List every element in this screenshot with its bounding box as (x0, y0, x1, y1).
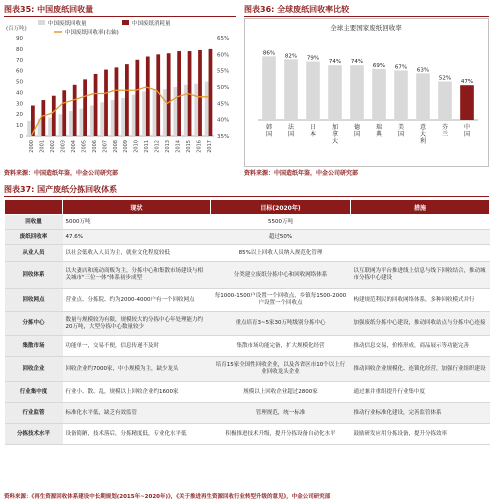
bar-recovered (79, 109, 83, 136)
y2-tick-label: 60% (217, 52, 230, 59)
bar-consumed (198, 50, 202, 136)
current-cell: 设备简陋，技术落后，分拣精度低，专业化水平低 (63, 424, 211, 445)
bar-recovery-rate (262, 56, 276, 120)
target-cell: 每1000-1500户设置一个回收点，乡镇每1500-2000户设置一个回收点 (211, 289, 351, 312)
x-tick-label: 芬 (441, 124, 449, 131)
bar-consumed (135, 60, 139, 136)
legend-swatch-consumed (122, 20, 129, 25)
bar-recovery-rate (328, 65, 342, 120)
current-cell: 以夫妻店和流动商贩为主，分拣中心和集散市场建设与相关城市"三位一体"体系初步成型 (63, 262, 211, 289)
x-tick-label: 2004 (71, 140, 77, 153)
table-row (5, 357, 490, 382)
x-tick-label: 国 (265, 131, 273, 138)
x-tick-label: 2017 (206, 140, 213, 153)
row-label: 分拣中心 (5, 312, 63, 336)
row-label: 分拣技术水平 (5, 424, 63, 445)
recycling-volume-chart (4, 18, 236, 168)
y-tick-label: 60 (16, 68, 23, 75)
bar-recovered (163, 89, 167, 136)
legend-swatch-recovered (38, 20, 45, 25)
target-cell: 分类建立废纸分拣中心和回收网络体系 (211, 262, 351, 289)
x-tick-label: 2012 (154, 140, 161, 153)
bar-recovered (100, 102, 104, 136)
table-row (5, 245, 490, 262)
current-cell: 行业小、散、乱，规模以上回收企业约1600家 (63, 382, 211, 403)
row-label: 回收量 (5, 215, 63, 230)
measure-cell: 通过兼并重组提升行业集中度 (351, 382, 490, 403)
y-tick-label: 40 (16, 90, 23, 97)
data-label: 79% (306, 55, 320, 62)
bar-recovered (90, 106, 94, 136)
bar-consumed (115, 67, 119, 136)
x-tick-label: 2014 (175, 140, 182, 153)
row-label: 行业监管 (5, 403, 63, 424)
legend-label-recovered: 中国废纸回收量 (48, 21, 87, 27)
bar-recovered (48, 117, 52, 136)
bar-recovered (184, 85, 188, 136)
measure-cell: 以互联网为平台推进线上信息与线下回收结合，推动城市分拣中心建设 (351, 262, 490, 289)
measure-cell: 推动行业标准化建设，完善监管体系 (351, 403, 490, 424)
bar-recovered (132, 95, 136, 136)
x-tick-label: 2009 (123, 140, 130, 153)
table-header-blank (5, 200, 63, 215)
current-cell: 功能单一，交易不便，信息传递不及时 (63, 336, 211, 357)
y2-tick-label: 35% (217, 134, 230, 140)
y-tick-label: 10 (16, 123, 23, 130)
y-axis-unit: (百万吨) (6, 26, 27, 32)
y-tick-label: 20 (16, 112, 23, 119)
bar-recovered (59, 114, 63, 136)
bar-consumed (52, 96, 56, 136)
target-cell: 管理规范，统一标准 (211, 403, 351, 424)
bar-recovered (173, 87, 177, 136)
table-header-row (5, 200, 490, 215)
table-header-measures: 措施 (351, 200, 490, 215)
current-cell: 5000万吨 (63, 215, 211, 230)
figure-36-source: 资料来源：中国造纸年鉴，中金公司研究部 (244, 170, 359, 177)
bar-recovery-rate (438, 82, 452, 120)
bar-recovery-rate (394, 70, 408, 120)
bar-consumed (167, 53, 171, 136)
recycling-system-table (4, 199, 490, 445)
figure-37-title: 图表37: 国产废纸分拣回收体系 (4, 184, 489, 197)
y-tick-label: 50 (16, 79, 23, 86)
chart-title: 全球主要国家废纸回收率 (330, 24, 402, 32)
current-cell: 标准化水平低，缺乏有效监管 (63, 403, 211, 424)
row-label: 废纸回收率 (5, 230, 63, 245)
figure-36-panel (244, 4, 489, 180)
x-tick-label: 法 (287, 124, 295, 131)
table-header-target: 目标(2020年) (211, 200, 351, 215)
bar-recovered (194, 84, 198, 136)
x-tick-label: 2007 (102, 140, 109, 153)
data-label: 69% (372, 62, 386, 69)
bar-consumed (209, 49, 213, 136)
target-cell: 重点培育3~5家30万吨级别分拣中心 (211, 312, 351, 336)
bar-recovery-rate (416, 73, 430, 120)
current-cell: 以社会低收入人员为主，就业文化程度较低 (63, 245, 211, 262)
x-tick-label: 2010 (133, 140, 140, 153)
x-tick-label: 兰 (441, 131, 449, 138)
measure-cell (351, 230, 490, 245)
measure-cell: 构建规范利民的回收网络体系，多种回收模式并行 (351, 289, 490, 312)
x-tick-label: 2000 (29, 140, 36, 153)
data-label: 86% (262, 50, 276, 57)
x-tick-label: 利 (419, 138, 427, 145)
current-cell: 数量与规模较为有限，规模较大的分拣中心年处理能力约20万吨，大型分拣中心数量较少 (63, 312, 211, 336)
x-tick-label: 加 (331, 124, 339, 131)
legend-label-rate: 中国废纸回收率(右轴) (65, 30, 119, 36)
figure-35-title: 图表35: 中国废纸回收量 (4, 4, 236, 17)
y-tick-label: 0 (19, 134, 23, 140)
bar-consumed (125, 64, 129, 136)
y2-tick-label: 40% (217, 117, 230, 124)
bar-consumed (156, 54, 160, 136)
target-cell: 85%以上回收人员纳入规范化管理 (211, 245, 351, 262)
bar-consumed (177, 51, 181, 136)
bar-consumed (83, 79, 87, 136)
line-recovery-rate (31, 87, 209, 136)
x-tick-label: 意 (419, 124, 427, 131)
bar-consumed (94, 74, 98, 136)
bar-consumed (146, 57, 150, 136)
row-label: 行业集中度 (5, 382, 63, 403)
bar-consumed (104, 70, 108, 136)
y2-tick-label: 65% (217, 36, 230, 42)
x-tick-label: 瑞 (375, 124, 383, 131)
table-row (5, 289, 490, 312)
bar-recovery-rate (372, 69, 386, 120)
figure-36-title: 图表36: 全球废纸回收率比较 (244, 4, 489, 17)
x-tick-label: 2002 (50, 140, 57, 153)
x-tick-label: 国 (397, 131, 405, 138)
target-cell: 培育15家全国性回收企业，以及各省区市10个以上行业回收龙头企业 (211, 357, 351, 382)
data-label: 47% (460, 79, 474, 86)
x-tick-label: 国 (287, 131, 295, 138)
data-label: 74% (350, 59, 364, 66)
chart-frame (245, 19, 489, 167)
target-cell: 超过50% (211, 230, 351, 245)
measure-cell (351, 215, 490, 230)
data-label: 52% (438, 75, 452, 82)
x-tick-label: 2008 (112, 140, 119, 153)
x-tick-label: 本 (309, 131, 317, 138)
bar-recovered (121, 98, 125, 136)
x-tick-label: 德 (353, 124, 361, 131)
x-tick-label: 2011 (144, 140, 151, 153)
x-tick-label: 大 (331, 138, 339, 145)
y-tick-label: 30 (16, 101, 23, 108)
x-tick-label: 拿 (331, 131, 339, 138)
table-row (5, 312, 490, 336)
data-label: 67% (394, 64, 408, 71)
x-tick-label: 典 (375, 131, 383, 138)
bar-recovered (27, 121, 31, 136)
data-label: 82% (284, 53, 298, 60)
x-tick-label: 2015 (185, 140, 192, 153)
data-label: 63% (416, 67, 430, 74)
table-row (5, 336, 490, 357)
x-tick-label: 韩 (265, 124, 273, 131)
measure-cell (351, 245, 490, 262)
bar-recovered (205, 82, 209, 136)
current-cell: 营业点、分拣院、约为2000-4000户有一个回收网点 (63, 289, 211, 312)
x-tick-label: 2003 (60, 140, 67, 153)
data-label: 74% (328, 59, 342, 66)
bar-recovered (111, 100, 115, 136)
bar-recovery-rate (460, 85, 474, 120)
target-cell: 5500万吨 (211, 215, 351, 230)
bar-recovery-rate (284, 59, 298, 120)
target-cell: 积极推进技术升级，提升分拣设备自动化水平 (211, 424, 351, 445)
measure-cell: 推动信息交易，价格形成，商品展示等功能完善 (351, 336, 490, 357)
x-tick-label: 大 (419, 131, 427, 138)
x-tick-label: 2001 (39, 140, 46, 153)
row-label: 回收企业 (5, 357, 63, 382)
current-cell: 47.6% (63, 230, 211, 245)
bar-consumed (41, 100, 45, 136)
figure-35-source: 资料来源：中国造纸年鉴，中金公司研究部 (4, 170, 119, 177)
y-tick-label: 70 (16, 57, 23, 64)
figure-37-source: 资料来源：《再生资源回收体系建设中长期规划(2015年~2020年)》，《关于推进再生资源回收行业转型升级的意见》，中金公司研究部 (4, 494, 331, 500)
measure-cell: 推动回收企业规模化、连锁化经营，加强行业组织建设 (351, 357, 490, 382)
x-tick-label: 美 (397, 124, 405, 131)
recovery-rate-comparison-chart (244, 18, 489, 168)
bar-recovered (69, 111, 73, 136)
bar-recovered (142, 91, 146, 136)
x-tick-label: 国 (353, 131, 361, 138)
x-tick-label: 日 (309, 124, 317, 131)
bar-consumed (62, 90, 66, 136)
x-tick-label: 2016 (196, 140, 203, 153)
table-row (5, 230, 490, 245)
x-tick-label: 2005 (81, 140, 88, 153)
figure-35-panel (4, 4, 236, 180)
y2-tick-label: 55% (217, 68, 230, 75)
target-cell: 规模以上回收企业超过2800家 (211, 382, 351, 403)
x-tick-label: 中 (463, 124, 471, 131)
table-row (5, 403, 490, 424)
x-tick-label: 2013 (165, 140, 171, 153)
table-row (5, 262, 490, 289)
row-label: 回收体系 (5, 262, 63, 289)
row-label: 从业人员 (5, 245, 63, 262)
bar-recovery-rate (306, 62, 320, 120)
measure-cell: 鼓励研发应用分拣设备，提升分拣效率 (351, 424, 490, 445)
x-tick-label: 2006 (91, 140, 98, 153)
bar-recovery-rate (350, 65, 364, 120)
table-row (5, 382, 490, 403)
table-row (5, 424, 490, 445)
bar-consumed (73, 85, 77, 136)
bar-recovered (153, 89, 157, 136)
row-label: 回收网点 (5, 289, 63, 312)
row-label: 集散市场 (5, 336, 63, 357)
current-cell: 回收企业约7000家，中小规模为主，缺少龙头 (63, 357, 211, 382)
y2-tick-label: 50% (217, 85, 230, 91)
y-tick-label: 90 (16, 36, 23, 42)
x-tick-label: 国 (463, 131, 471, 138)
table-header-current: 现状 (63, 200, 211, 215)
y2-tick-label: 45% (217, 101, 230, 108)
table-row (5, 215, 490, 230)
legend-label-consumed: 中国废纸消耗量 (132, 21, 171, 27)
y-tick-label: 80 (16, 46, 23, 53)
measure-cell: 加强废纸分拣中心建设，推动回收站点与分拣中心连接 (351, 312, 490, 336)
target-cell: 集散市场功能完备，扩大规模化经营 (211, 336, 351, 357)
